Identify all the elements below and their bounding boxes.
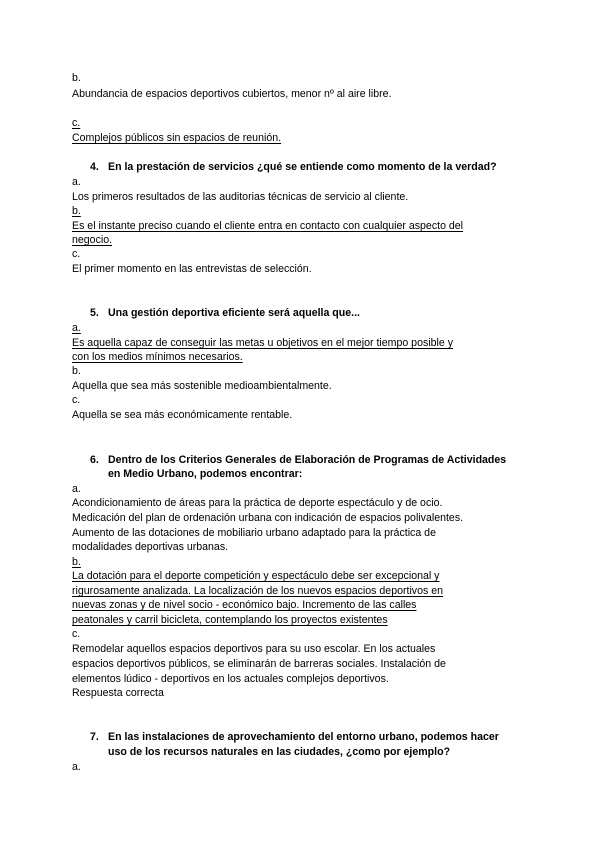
- q7-question-line-1: En las instalaciones de aprovechamiento del entorno urbano, podemos hacer: [108, 731, 499, 743]
- q4-option-c-letter: c.: [72, 248, 81, 260]
- q6-option-c-line-2: espacios deportivos públicos, se eliminarán de barreras sociales. Instalación de: [72, 658, 446, 670]
- q3-option-b-letter: b.: [72, 72, 81, 84]
- q6-option-b-line-2: rigurosamente analizada. La localización de los nuevos espacios deportivos en: [72, 585, 444, 597]
- q5-option-a-letter: a.: [72, 322, 81, 334]
- q6-option-c-line-1: Remodelar aquellos espacios deportivos para su uso escolar. En los actuales: [72, 643, 436, 655]
- q4-option-c-text: El primer momento en las entrevistas de selección.: [72, 263, 312, 275]
- q4-number: 4.: [90, 161, 99, 173]
- q4-question: En la prestación de servicios ¿qué se entiende como momento de la verdad?: [108, 161, 497, 173]
- q5-option-b-letter: b.: [72, 365, 81, 377]
- q5-option-c-text: Aquella se sea más económicamente rentable.: [72, 409, 293, 421]
- q3-option-c-letter: c.: [72, 117, 81, 129]
- q5-number: 5.: [90, 307, 99, 319]
- q5-question: Una gestión deportiva eficiente será aquella que...: [108, 307, 360, 319]
- q7-option-a-letter: a.: [72, 761, 81, 773]
- q3-option-c-text: Complejos públicos sin espacios de reunión.: [72, 132, 282, 144]
- q6-question-line-2: en Medio Urbano, podemos encontrar:: [108, 468, 303, 480]
- q4-option-a-letter: a.: [72, 176, 81, 188]
- q4-option-b-line-2: negocio.: [72, 234, 113, 246]
- q6-answer-note: Respuesta correcta: [72, 687, 164, 699]
- q6-option-a-letter: a.: [72, 483, 81, 495]
- q6-option-a-line-2: Medicación del plan de ordenación urbana con indicación de espacios polivalentes.: [72, 512, 464, 524]
- q6-option-a-line-1: Acondicionamiento de áreas para la práctica de deporte espectáculo y de ocio.: [72, 497, 443, 509]
- q5-option-c-letter: c.: [72, 394, 81, 406]
- q7-question-line-2: uso de los recursos naturales en las ciudades, ¿como por ejemplo?: [108, 746, 451, 758]
- q6-number: 6.: [90, 454, 99, 466]
- q6-option-a-line-4: modalidades deportivas urbanas.: [72, 541, 229, 553]
- q6-option-c-letter: c.: [72, 628, 81, 640]
- q7-number: 7.: [90, 731, 99, 743]
- q3-option-b-text: Abundancia de espacios deportivos cubiertos, menor nº al aire libre.: [72, 88, 392, 100]
- q5-option-b-text: Aquella que sea más sostenible medioambientalmente.: [72, 380, 332, 392]
- q4-option-b-letter: b.: [72, 205, 81, 217]
- q6-option-b-line-4: peatonales y carril bicicleta, contemplando los proyectos existentes: [72, 614, 388, 626]
- q6-question-line-1: Dentro de los Criterios Generales de Elaboración de Programas de Actividades: [108, 454, 507, 466]
- q4-option-b-line-1: Es el instante preciso cuando el cliente entra en contacto con cualquier aspecto del: [72, 220, 464, 232]
- q6-option-a-line-3: Aumento de las dotaciones de mobiliario urbano adaptado para la práctica de: [72, 527, 436, 539]
- q6-option-c-line-3: elementos lúdico - deportivos en los actuales complejos deportivos.: [72, 673, 389, 685]
- q5-option-a-line-2: con los medios mínimos necesarios.: [72, 351, 243, 363]
- q6-option-b-letter: b.: [72, 556, 81, 568]
- q4-option-a-text: Los primeros resultados de las auditorias técnicas de servicio al cliente.: [72, 191, 409, 203]
- q5-option-a-line-1: Es aquella capaz de conseguir las metas u objetivos en el mejor tiempo posible y: [72, 337, 453, 349]
- q6-option-b-line-3: nuevas zonas y de nivel socio - económico bajo. Incremento de las calles: [72, 599, 417, 611]
- q6-option-b-line-1: La dotación para el deporte competición y espectáculo debe ser excepcional y: [72, 570, 440, 582]
